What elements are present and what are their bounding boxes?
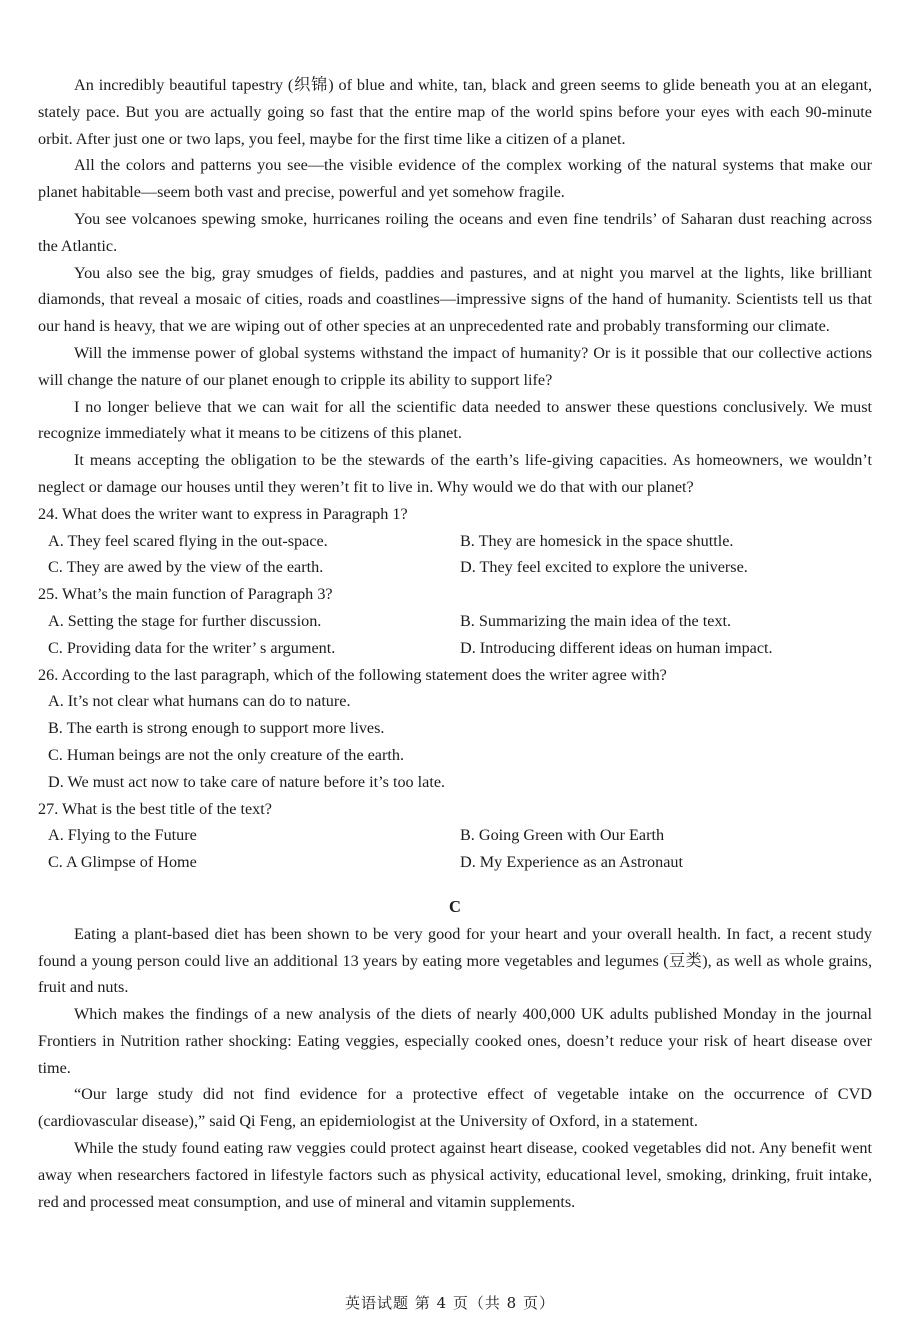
option-b: B. Summarizing the main idea of the text. (460, 611, 732, 630)
option-row (38, 635, 872, 662)
question-26 (38, 662, 872, 796)
question-27 (38, 796, 872, 876)
passage-b-paragraph-5: Will the immense power of global systems withstand the impact of humanity? Or is it possible that our collective actions will change the nature of our planet enough to cripple its ability to support life? (38, 343, 872, 389)
option-c: C. Human beings are not the only creature of the earth. (48, 745, 404, 764)
question-stem: 26. According to the last paragraph, which of the following statement does the writer agree with? (38, 665, 667, 684)
option-d: D. My Experience as an Astronaut (460, 853, 683, 872)
question-24 (38, 501, 872, 581)
passage-c-paragraph-4: While the study found eating raw veggies could protect against heart disease, cooked vegetables did not. Any benefit went away when researchers factored in lifestyle factors such as physical activity, educational level, smoking, drinking, fruit intake, red and processed meat consumption, and use of mineral and vitamin supplements. (38, 1139, 872, 1211)
option-row (38, 554, 872, 581)
option-b: B. They are homesick in the space shuttle. (460, 531, 734, 550)
option-a: A. Flying to the Future (48, 826, 197, 845)
option-a: A. They feel scared flying in the out-space. (48, 531, 328, 550)
option-row (38, 608, 872, 635)
passage-b-paragraph-3: You see volcanoes spewing smoke, hurricanes roiling the oceans and even fine tendrils’ of Saharan dust reaching across the Atlantic. (38, 209, 872, 255)
exam-page (38, 72, 872, 1215)
passage-c-paragraph-3: “Our large study did not find evidence for a protective effect of vegetable intake on the occurrence of CVD (cardiovascular disease),” said Qi Feng, an epidemiologist at the University of Oxford, in a statement. (38, 1085, 872, 1131)
option-a: A. It’s not clear what humans can do to nature. (48, 692, 351, 711)
question-stem: 27. What is the best title of the text? (38, 799, 272, 818)
passage-b-paragraph-4: You also see the big, gray smudges of fields, paddies and pastures, and at night you marvel at the lights, like brilliant diamonds, that reveal a mosaic of cities, roads and coastlines—impressive signs of the hand of humanity. Scientists tell us that our hand is heavy, that we are wiping out of other species at an unprecedented rate and probably transforming our climate. (38, 263, 872, 336)
passage-c-paragraph-2: Which makes the findings of a new analysis of the diets of nearly 400,000 UK adults published Monday in the journal Frontiers in Nutrition rather shocking: Eating veggies, especially cooked ones, doesn’t reduce your risk of heart disease over time. (38, 1005, 872, 1077)
option-c: C. They are awed by the view of the earth. (48, 558, 324, 577)
option-c: C. Providing data for the writer’ s argument. (48, 638, 336, 657)
passage-b-paragraph-1: An incredibly beautiful tapestry (织锦) of blue and white, tan, black and green seems to glide beneath you at an elegant, stately pace. But you are actually going so fast that the entire map of the world spins before your eyes with each 90-minute orbit. After just one or two laps, you feel, maybe for the first time like a citizen of a planet. (38, 76, 872, 148)
option-b: B. Going Green with Our Earth (460, 826, 665, 845)
option-a: A. Setting the stage for further discussion. (48, 611, 322, 630)
passage-c-paragraph-1: Eating a plant-based diet has been shown to be very good for your heart and your overall health. In fact, a recent study found a young person could live an additional 13 years by eating more vegetables and legumes (豆类), as well as whole grains, fruit and nuts. (38, 924, 872, 997)
passage-b-paragraph-2: All the colors and patterns you see—the visible evidence of the complex working of the natural systems that make our planet habitable—seem both vast and precise, powerful and yet somehow fragile. (38, 156, 872, 202)
question-25 (38, 581, 872, 661)
section-heading: C (449, 896, 461, 916)
question-stem: 24. What does the writer want to express in Paragraph 1? (38, 504, 408, 523)
option-d: D. Introducing different ideas on human impact. (460, 638, 773, 657)
option-row (38, 849, 872, 876)
passage-b (38, 72, 872, 501)
option-d: D. We must act now to take care of nature before it’s too late. (48, 772, 446, 791)
passage-c (38, 894, 872, 1216)
page-footer: 英语试题 第 4 页（共 8 页） (345, 1294, 555, 1312)
option-d: D. They feel excited to explore the universe. (460, 558, 748, 577)
passage-b-paragraph-7: It means accepting the obligation to be the stewards of the earth’s life-giving capacities. As homeowners, we wouldn’t neglect or damage our houses until they weren’t fit to live in. Why would we do that with our planet? (38, 451, 872, 496)
question-stem: 25. What’s the main function of Paragraph 3? (38, 585, 333, 604)
passage-b-paragraph-6: I no longer believe that we can wait for all the scientific data needed to answer these questions conclusively. We must recognize immediately what it means to be citizens of this planet. (38, 397, 872, 443)
option-row (38, 822, 872, 849)
option-b: B. The earth is strong enough to support more lives. (48, 719, 385, 738)
option-c: C. A Glimpse of Home (48, 853, 197, 872)
option-row (38, 528, 872, 555)
